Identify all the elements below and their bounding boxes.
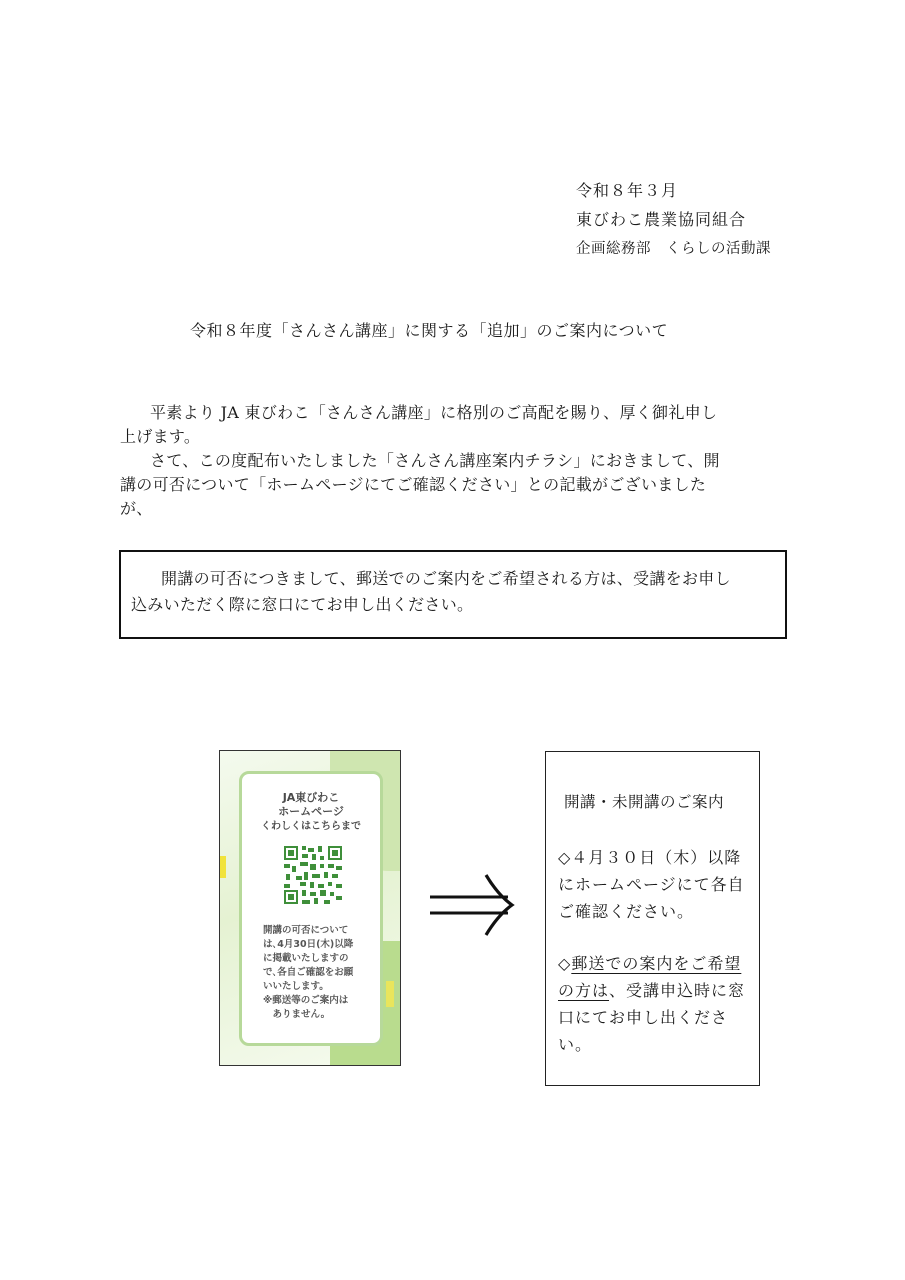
flyer-note-line: ありません。 bbox=[263, 1009, 331, 1020]
notice-item-mail bbox=[558, 950, 756, 1058]
notice-item-homepage: ◇４月３０日（木）以降にホームページにて各自ご確認ください。 bbox=[558, 848, 745, 921]
body-line: 講の可否について「ホームページにてご確認ください」との記載がございました bbox=[120, 475, 707, 494]
flyer-image bbox=[219, 750, 401, 1066]
boxed-notice bbox=[119, 550, 787, 639]
flyer-note-line: いいたします。 bbox=[263, 981, 329, 992]
body-line bbox=[120, 401, 792, 425]
flyer-decoration bbox=[386, 981, 394, 1007]
notice-item-text: 、受講申込時に窓口にてお申し出ください。 bbox=[558, 981, 746, 1054]
organization-name: 東びわこ農業協同組合 bbox=[576, 210, 747, 229]
flyer-decoration bbox=[220, 856, 226, 878]
document-date: 令和８年３月 bbox=[576, 181, 679, 200]
notice-box bbox=[545, 751, 760, 1086]
underlined-text: 郵送での案内をご希望の方は bbox=[558, 954, 742, 1000]
flyer-note-line: に掲載いたしますの bbox=[263, 953, 349, 964]
flyer-note-line: 開講の可否について bbox=[263, 925, 349, 936]
body-line: 上げます。 bbox=[120, 427, 201, 446]
boxed-notice-text: 開講の可否につきまして、郵送でのご案内をご希望される方は、受講をお申し bbox=[161, 569, 731, 588]
flyer-note-line: で､各自ご確認をお願 bbox=[263, 967, 354, 978]
boxed-notice-line: 込みいただく際に窓口にてお申し出ください。 bbox=[131, 595, 474, 614]
document-title: 令和８年度「さんさん講座」に関する「追加」のご案内について bbox=[190, 321, 669, 340]
flyer-card-title: JA東びわこ bbox=[282, 791, 340, 804]
boxed-notice-line bbox=[131, 566, 771, 592]
flyer-card bbox=[239, 771, 383, 1046]
flyer-note-line: ※郵送等のご案内は bbox=[263, 995, 349, 1006]
flyer-card-note bbox=[263, 924, 381, 1022]
body-line-text: 平素より JA 東びわこ「さんさん講座」に格別のご高配を賜り、厚く御礼申し bbox=[150, 403, 718, 422]
qr-code-icon bbox=[284, 846, 342, 904]
double-right-arrow-icon bbox=[428, 870, 518, 940]
body-line: が、 bbox=[120, 499, 153, 518]
body-line bbox=[120, 449, 792, 473]
diamond-bullet: ◇ bbox=[558, 954, 572, 973]
department-name: 企画総務部 くらしの活動課 bbox=[576, 241, 771, 257]
body-line-text: さて、この度配布いたしました「さんさん講座案内チラシ」におきまして、開 bbox=[150, 451, 720, 470]
flyer-card-subtitle: ホームページ bbox=[278, 805, 344, 818]
flyer-note-line: は､4月30日(木)以降 bbox=[263, 939, 354, 950]
notice-title: 開講・未開講のご案内 bbox=[564, 793, 725, 811]
body-paragraph bbox=[120, 401, 792, 521]
flyer-card-caption: くわしくはこちらまで bbox=[261, 821, 361, 832]
